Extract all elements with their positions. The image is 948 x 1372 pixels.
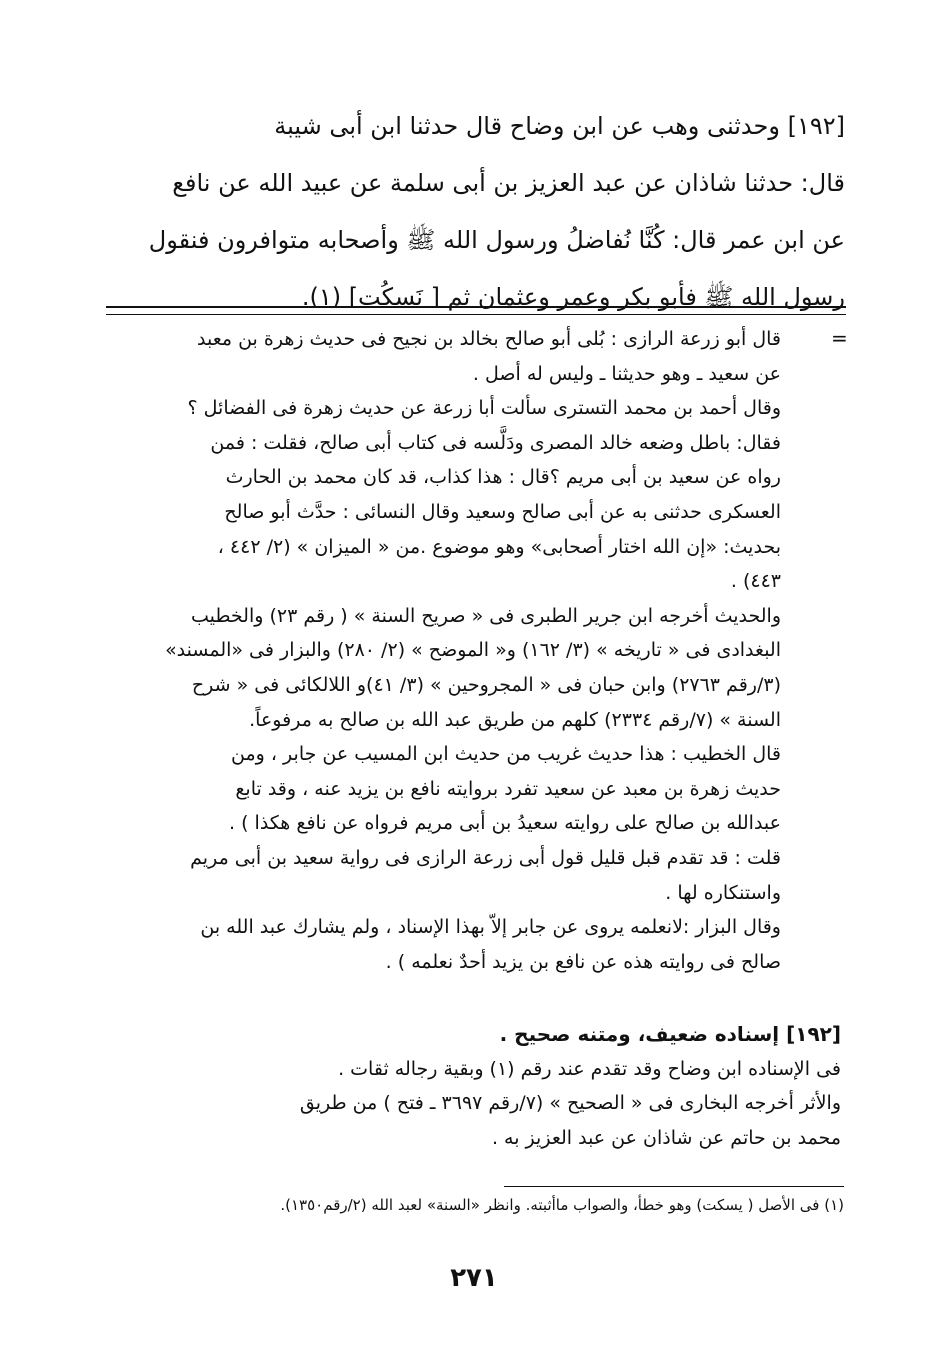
hadith-line: [١٩٢] وحدثنى وهب عن ابن وضاح قال حدثنا ابن أبى شيبة: [274, 112, 845, 140]
commentary-line: ٤٤٣) .: [730, 570, 781, 593]
commentary-line: صالح فى روايته هذه عن نافع بن يزيد أحدٌ نعلمه ) .: [385, 950, 781, 973]
commentary-block: [104, 322, 781, 979]
hadith-text: [108, 98, 845, 326]
double-divider: [106, 306, 846, 315]
commentary-line: عبدالله بن صالح على روايته سعيدُ بن أبى مريم فرواه عن نافع هكذا ) .: [229, 812, 781, 835]
grading-block: [104, 1017, 841, 1155]
hadith-line: قال: حدثنا شاذان عن عبد العزيز بن أبى سلمة عن عبيد الله عن نافع: [172, 169, 845, 197]
hadith-line: رسول الله ﷺ فأبو بكر وعمر وعثمان ثم [ نَسكُت] (١).: [301, 283, 845, 311]
commentary-line: فقال: باطل وضعه خالد المصرى ودَلَّسه فى كتاب أبى صالح، فقلت : فمن: [210, 431, 781, 454]
commentary-line: وقال أحمد بن محمد التسترى سألت أبا زرعة عن حديث زهرة فى الفضائل ؟: [187, 397, 781, 420]
hadith-line: عن ابن عمر قال: كُنَّا نُفاضلُ ورسول الله ﷺ وأصحابه متوافرون فنقول: [148, 226, 845, 254]
footnote: (١) فى الأصل ( يسكت) وهو خطأ، والصواب ماأثبته. وانظر «السنة» لعبد الله (٢/رقم١٣٥٠).: [280, 1196, 844, 1214]
commentary-line: وقال البزار :لانعلمه يروى عن جابر إلاّ بهذا الإسناد ، ولم يشارك عبد الله بن: [200, 916, 781, 939]
commentary-line: واستنكاره لها .: [665, 881, 781, 904]
grading-line: فى الإسناده ابن وضاح وقد تقدم عند رقم (١) وبقية رجاله ثقات .: [338, 1057, 841, 1080]
grading-heading: [١٩٢] إسناده ضعيف، ومتنه صحيح .: [499, 1022, 841, 1046]
commentary-line: رواه عن سعيد بن أبى مريم ؟قال : هذا كذاب، قد كان محمد بن الحارث: [225, 466, 781, 489]
commentary-line: العسكرى حدثنى به عن أبى صالح وسعيد وقال النسائى : حدَّث أبو صالح: [224, 500, 781, 523]
footnote-divider: [504, 1186, 844, 1187]
commentary-line: قلت : قد تقدم قبل قليل قول أبى زرعة الرازى فى رواية سعيد بن أبى مريم: [190, 846, 781, 869]
commentary-line: السنة » (٧/رقم ٢٣٣٤) كلهم من طريق عبد الله بن صالح به مرفوعاً.: [249, 708, 781, 731]
commentary-line: قال الخطيب : هذا حديث غريب من حديث ابن المسيب عن جابر ، ومن: [231, 743, 781, 766]
commentary-line: حديث زهرة بن معبد عن سعيد تفرد بروايته نافع بن يزيد عنه ، وقد تابع: [235, 777, 781, 800]
commentary-line: قال أبو زرعة الرازى : بُلى أبو صالح بخالد بن نجيح فى حديث زهرة بن معبد: [197, 328, 781, 350]
commentary-line: والحديث أخرجه ابن جرير الطبرى فى « صريح السنة » ( رقم ٢٣) والخطيب: [190, 604, 781, 627]
commentary-line: عن سعيد ـ وهو حديثنا ـ وليس له أصل .: [472, 362, 781, 385]
commentary-line: بحديث: «إن الله اختار أصحابى» وهو موضوع .من « الميزان » (٢/ ٤٤٢ ،: [217, 535, 781, 558]
grading-line: والأثر أخرجه البخارى فى « الصحيح » (٧/رقم ٣٦٩٧ ـ فتح ) من طريق: [299, 1092, 841, 1115]
page-number: ٢٧١: [450, 1263, 498, 1293]
grading-line: محمد بن حاتم عن شاذان عن عبد العزيز به .: [491, 1126, 841, 1149]
continuation-marker: =: [831, 326, 848, 350]
commentary-line: (٣/رقم ٢٧٦٣) وابن حبان فى « المجروحين » (٣/ ٤١)و اللالكائى فى « شرح: [191, 673, 781, 696]
commentary-line: البغدادى فى « تاريخه » (٣/ ١٦٢) و« الموضح » (٢/ ٢٨٠) والبزار فى «المسند»: [165, 639, 781, 662]
